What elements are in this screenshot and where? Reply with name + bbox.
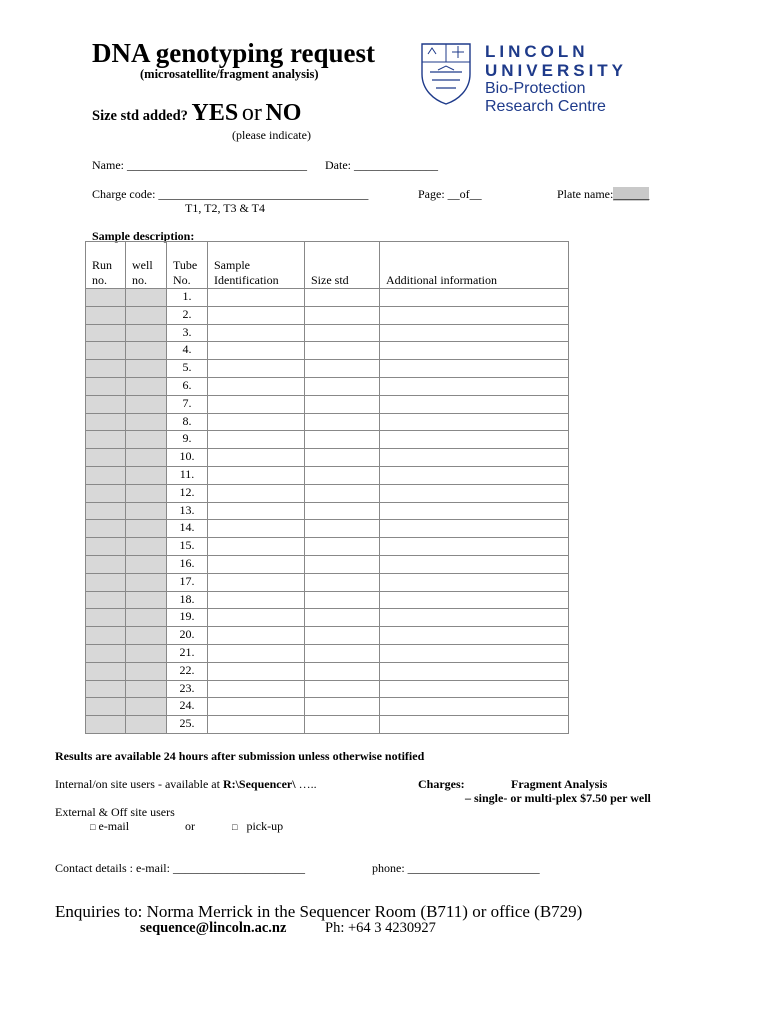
- tube-number: 4.: [167, 342, 208, 360]
- run-cell[interactable]: [86, 520, 126, 538]
- tube-number: 23.: [167, 680, 208, 698]
- run-cell[interactable]: [86, 324, 126, 342]
- table-row: [86, 609, 569, 627]
- sample-id-cell[interactable]: [208, 573, 305, 591]
- sample-id-cell[interactable]: [208, 538, 305, 556]
- well-cell[interactable]: [126, 680, 167, 698]
- tube-number: 2.: [167, 306, 208, 324]
- size-std-cell[interactable]: [305, 609, 380, 627]
- tube-number: 12.: [167, 484, 208, 502]
- sample-id-cell[interactable]: [208, 431, 305, 449]
- enquiries-email[interactable]: sequence@lincoln.ac.nz: [140, 920, 287, 936]
- sample-id-cell[interactable]: [208, 289, 305, 307]
- sample-id-cell[interactable]: [208, 342, 305, 360]
- size-std-cell[interactable]: [305, 698, 380, 716]
- table-row: [86, 377, 569, 395]
- table-row: [86, 538, 569, 556]
- or-text-2: or: [185, 819, 195, 833]
- run-cell[interactable]: [86, 377, 126, 395]
- header-tube: Tube No.: [167, 242, 208, 289]
- well-cell[interactable]: [126, 466, 167, 484]
- additional-info-cell[interactable]: [380, 644, 569, 662]
- size-std-cell[interactable]: [305, 502, 380, 520]
- well-cell[interactable]: [126, 573, 167, 591]
- table-row: [86, 306, 569, 324]
- run-cell[interactable]: [86, 431, 126, 449]
- run-cell[interactable]: [86, 466, 126, 484]
- sample-id-cell[interactable]: [208, 306, 305, 324]
- run-cell[interactable]: [86, 680, 126, 698]
- table-row: [86, 555, 569, 573]
- well-cell[interactable]: [126, 609, 167, 627]
- additional-info-cell[interactable]: [380, 716, 569, 734]
- tube-number: 7.: [167, 395, 208, 413]
- tube-number: 9.: [167, 431, 208, 449]
- run-cell[interactable]: [86, 555, 126, 573]
- run-cell[interactable]: [86, 306, 126, 324]
- run-cell[interactable]: [86, 395, 126, 413]
- well-cell[interactable]: [126, 289, 167, 307]
- size-std-cell[interactable]: [305, 680, 380, 698]
- well-cell[interactable]: [126, 555, 167, 573]
- additional-info-cell[interactable]: [380, 466, 569, 484]
- external-users: External & Off site users: [55, 805, 175, 819]
- tube-number: 18.: [167, 591, 208, 609]
- well-cell[interactable]: [126, 538, 167, 556]
- well-cell[interactable]: [126, 716, 167, 734]
- table-header-row: [86, 242, 569, 289]
- additional-info-cell[interactable]: [380, 449, 569, 467]
- additional-info-cell[interactable]: [380, 342, 569, 360]
- size-std-cell[interactable]: [305, 395, 380, 413]
- table-row: [86, 591, 569, 609]
- logo-line-2: UNIVERSITY: [485, 61, 628, 80]
- run-cell[interactable]: [86, 413, 126, 431]
- run-cell[interactable]: [86, 662, 126, 680]
- well-cell[interactable]: [126, 644, 167, 662]
- size-std-cell[interactable]: [305, 360, 380, 378]
- table-row: [86, 698, 569, 716]
- well-cell[interactable]: [126, 627, 167, 645]
- run-cell[interactable]: [86, 289, 126, 307]
- well-cell[interactable]: [126, 662, 167, 680]
- size-std-cell[interactable]: [305, 484, 380, 502]
- page-title: DNA genotyping request: [92, 38, 376, 68]
- size-std-cell[interactable]: [305, 306, 380, 324]
- enquiries-phone: Ph: +64 3 4230927: [325, 920, 436, 936]
- additional-info-cell[interactable]: [380, 555, 569, 573]
- size-std-cell[interactable]: [305, 555, 380, 573]
- tube-number: 20.: [167, 627, 208, 645]
- date-field[interactable]: Date: ______________: [325, 158, 438, 172]
- tube-number: 19.: [167, 609, 208, 627]
- table-row: [86, 627, 569, 645]
- tube-number: 8.: [167, 413, 208, 431]
- table-row: [86, 680, 569, 698]
- page-subtitle: (microsatellite/fragment analysis): [140, 67, 319, 81]
- table-row: [86, 431, 569, 449]
- additional-info-cell[interactable]: [380, 289, 569, 307]
- sample-id-cell[interactable]: [208, 609, 305, 627]
- additional-info-cell[interactable]: [380, 680, 569, 698]
- size-std-cell[interactable]: [305, 573, 380, 591]
- tube-number: 17.: [167, 573, 208, 591]
- sample-id-cell[interactable]: [208, 413, 305, 431]
- lincoln-logo: [418, 40, 658, 120]
- logo-wordmark: [485, 42, 627, 116]
- table-row: [86, 662, 569, 680]
- size-std-cell[interactable]: [305, 538, 380, 556]
- additional-info-cell[interactable]: [380, 609, 569, 627]
- well-cell[interactable]: [126, 342, 167, 360]
- additional-info-cell[interactable]: [380, 698, 569, 716]
- run-cell[interactable]: [86, 538, 126, 556]
- run-cell[interactable]: [86, 502, 126, 520]
- sequencer-path: R:\Sequencer\: [222, 777, 296, 791]
- sample-id-cell[interactable]: [208, 377, 305, 395]
- size-std-cell[interactable]: [305, 644, 380, 662]
- table-row: [86, 644, 569, 662]
- tube-number: 21.: [167, 644, 208, 662]
- run-cell[interactable]: [86, 627, 126, 645]
- table-row: [86, 466, 569, 484]
- run-cell[interactable]: [86, 609, 126, 627]
- or-text: or: [241, 100, 262, 126]
- tube-number: 13.: [167, 502, 208, 520]
- plate-name-label: Plate name:: [557, 187, 614, 201]
- charges-type: Fragment Analysis: [511, 777, 608, 791]
- charges-price: – single- or multi-plex $7.50 per well: [465, 791, 651, 805]
- additional-info-cell[interactable]: [380, 502, 569, 520]
- header-additional-info: Additional information: [380, 242, 569, 289]
- sample-id-cell[interactable]: [208, 644, 305, 662]
- well-cell[interactable]: [126, 520, 167, 538]
- tube-number: 3.: [167, 324, 208, 342]
- sample-id-cell[interactable]: [208, 591, 305, 609]
- table-row: [86, 716, 569, 734]
- sample-id-cell[interactable]: [208, 502, 305, 520]
- sample-id-cell[interactable]: [208, 555, 305, 573]
- name-field[interactable]: Name: ______________________________: [92, 158, 307, 172]
- tube-number: 11.: [167, 466, 208, 484]
- plate-name-blank[interactable]: ______: [613, 187, 650, 201]
- logo-line-1: LINCOLN: [485, 42, 589, 61]
- table-row: [86, 395, 569, 413]
- email-option[interactable]: □ e-mail: [90, 819, 130, 833]
- well-cell[interactable]: [126, 431, 167, 449]
- run-cell[interactable]: [86, 698, 126, 716]
- additional-info-cell[interactable]: [380, 377, 569, 395]
- run-cell[interactable]: [86, 716, 126, 734]
- enquiries-line: Enquiries to: Norma Merrick in the Sequencer Room (B711) or office (B729): [55, 902, 583, 921]
- table-row: [86, 449, 569, 467]
- tube-number: 14.: [167, 520, 208, 538]
- table-row: [86, 502, 569, 520]
- size-std-cell[interactable]: [305, 449, 380, 467]
- tube-number: 6.: [167, 377, 208, 395]
- tube-number: 24.: [167, 698, 208, 716]
- additional-info-cell[interactable]: [380, 431, 569, 449]
- table-row: [86, 484, 569, 502]
- sample-id-cell[interactable]: [208, 698, 305, 716]
- tube-number: 16.: [167, 555, 208, 573]
- tube-number: 15.: [167, 538, 208, 556]
- additional-info-cell[interactable]: [380, 662, 569, 680]
- run-cell[interactable]: [86, 360, 126, 378]
- pickup-option[interactable]: □ pick-up: [232, 819, 284, 833]
- contact-phone-field[interactable]: phone: ______________________: [372, 861, 540, 875]
- header-well: well no.: [126, 242, 167, 289]
- sample-id-cell[interactable]: [208, 662, 305, 680]
- size-std-cell[interactable]: [305, 627, 380, 645]
- well-cell[interactable]: [126, 413, 167, 431]
- no-option[interactable]: NO: [265, 100, 302, 126]
- header-run: Run no.: [86, 242, 126, 289]
- sample-id-cell[interactable]: [208, 324, 305, 342]
- sample-id-cell[interactable]: [208, 680, 305, 698]
- charge-code-field[interactable]: Charge code: ___________________________________: [92, 187, 369, 201]
- table-row: [86, 324, 569, 342]
- run-cell[interactable]: [86, 342, 126, 360]
- run-cell[interactable]: [86, 591, 126, 609]
- additional-info-cell[interactable]: [380, 413, 569, 431]
- run-cell[interactable]: [86, 644, 126, 662]
- additional-info-cell[interactable]: [380, 360, 569, 378]
- additional-info-cell[interactable]: [380, 484, 569, 502]
- table-row: [86, 360, 569, 378]
- sample-id-cell[interactable]: [208, 449, 305, 467]
- additional-info-cell[interactable]: [380, 395, 569, 413]
- size-std-question: [92, 100, 301, 127]
- table-row: [86, 289, 569, 307]
- tube-number: 5.: [167, 360, 208, 378]
- size-std-cell[interactable]: [305, 716, 380, 734]
- page-field[interactable]: Page: __of__: [418, 187, 482, 201]
- sample-table: [85, 241, 569, 734]
- sample-id-cell[interactable]: [208, 627, 305, 645]
- yes-option[interactable]: YES: [191, 100, 239, 126]
- sample-description-label: Sample description:: [92, 229, 195, 243]
- crest-icon: [418, 40, 474, 106]
- additional-info-cell[interactable]: [380, 591, 569, 609]
- header-size-std: Size std: [305, 242, 380, 289]
- size-std-cell[interactable]: [305, 342, 380, 360]
- table-row: [86, 413, 569, 431]
- run-cell[interactable]: [86, 449, 126, 467]
- size-std-cell[interactable]: [305, 431, 380, 449]
- run-cell[interactable]: [86, 573, 126, 591]
- checkbox-icon[interactable]: □: [232, 822, 238, 832]
- well-cell[interactable]: [126, 449, 167, 467]
- well-cell[interactable]: [126, 502, 167, 520]
- logo-line-4: Research Centre: [485, 98, 606, 115]
- well-cell[interactable]: [126, 395, 167, 413]
- please-indicate: (please indicate): [232, 128, 311, 142]
- additional-info-cell[interactable]: [380, 324, 569, 342]
- tube-number: 10.: [167, 449, 208, 467]
- table-row: [86, 573, 569, 591]
- additional-info-cell[interactable]: [380, 306, 569, 324]
- charge-code-options: T1, T2, T3 & T4: [185, 201, 266, 215]
- charges-label: Charges:: [418, 777, 465, 791]
- tube-number: 25.: [167, 716, 208, 734]
- sample-id-cell[interactable]: [208, 395, 305, 413]
- plate-name-field[interactable]: [557, 187, 649, 202]
- well-cell[interactable]: [126, 306, 167, 324]
- size-std-cell[interactable]: [305, 662, 380, 680]
- size-std-cell[interactable]: [305, 520, 380, 538]
- sample-id-cell[interactable]: [208, 466, 305, 484]
- tube-number: 1.: [167, 289, 208, 307]
- size-std-cell[interactable]: [305, 324, 380, 342]
- size-std-cell[interactable]: [305, 591, 380, 609]
- well-cell[interactable]: [126, 698, 167, 716]
- well-cell[interactable]: [126, 377, 167, 395]
- table-row: [86, 342, 569, 360]
- additional-info-cell[interactable]: [380, 520, 569, 538]
- additional-info-cell[interactable]: [380, 538, 569, 556]
- tube-number: 22.: [167, 662, 208, 680]
- additional-info-cell[interactable]: [380, 627, 569, 645]
- logo-line-3: Bio-Protection: [485, 80, 586, 97]
- size-std-cell[interactable]: [305, 377, 380, 395]
- size-std-label: Size std added?: [92, 108, 188, 124]
- sample-id-cell[interactable]: [208, 360, 305, 378]
- internal-users: Internal/on site users - available at R:\Sequencer\ …..: [55, 777, 317, 791]
- well-cell[interactable]: [126, 324, 167, 342]
- results-notice: Results are available 24 hours after submission unless otherwise notified: [55, 749, 425, 763]
- sample-id-cell[interactable]: [208, 484, 305, 502]
- checkbox-icon[interactable]: □: [90, 822, 96, 832]
- table-row: [86, 520, 569, 538]
- well-cell[interactable]: [126, 360, 167, 378]
- size-std-cell[interactable]: [305, 289, 380, 307]
- run-cell[interactable]: [86, 484, 126, 502]
- well-cell[interactable]: [126, 484, 167, 502]
- size-std-cell[interactable]: [305, 466, 380, 484]
- header-sample-id: Sample Identification: [208, 242, 305, 289]
- additional-info-cell[interactable]: [380, 573, 569, 591]
- well-cell[interactable]: [126, 591, 167, 609]
- contact-email-field[interactable]: Contact details : e-mail: ______________________: [55, 861, 305, 875]
- sample-id-cell[interactable]: [208, 716, 305, 734]
- sample-id-cell[interactable]: [208, 520, 305, 538]
- size-std-cell[interactable]: [305, 413, 380, 431]
